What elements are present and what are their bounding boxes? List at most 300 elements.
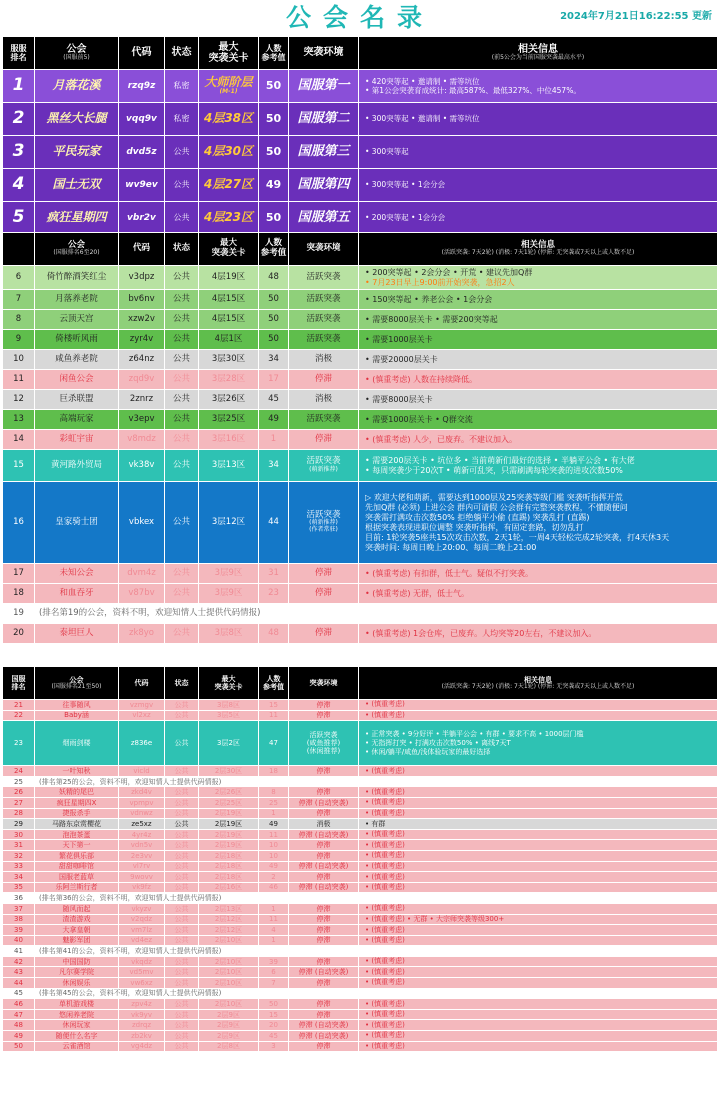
guild-name: 一叶知秋 — [35, 766, 119, 777]
info-line: • (慎重考虑) — [365, 840, 405, 849]
raid-env: 停滞 — [289, 1041, 359, 1052]
raid-env: 国服第五 — [289, 202, 359, 235]
guild-info — [359, 978, 718, 989]
guild-row[interactable] — [3, 999, 718, 1010]
max-level — [199, 103, 259, 136]
rank-number: 28 — [3, 808, 35, 819]
guild-status: 公共 — [165, 1009, 199, 1020]
guild-info — [359, 721, 718, 766]
info-line: • (慎重考虑) — [365, 830, 405, 839]
info-line: • 需要1000层关卡 • Q群交流 — [365, 414, 473, 424]
guild-status: 公共 — [165, 872, 199, 883]
low-table — [2, 666, 718, 1052]
guild-row[interactable] — [3, 850, 718, 861]
raid-env-sub: (萌新推荐) — [309, 465, 338, 473]
guild-status: 私密 — [165, 70, 199, 103]
raid-env: 停滞 — [289, 840, 359, 851]
guild-name: 休闲娱乐 — [35, 978, 119, 989]
guild-status: 公共 — [165, 925, 199, 936]
max-level — [199, 169, 259, 202]
max-level: 2层19区 — [199, 819, 259, 830]
raid-env — [289, 330, 359, 350]
guild-code: z836e — [119, 721, 165, 766]
guild-status: 私密 — [165, 103, 199, 136]
guild-row[interactable] — [3, 893, 718, 904]
info-line: • (慎重考虑) • 无群 • 大宗师突袭等级300+ — [365, 914, 505, 923]
rank-number: 7 — [3, 290, 35, 310]
guild-status: 公共 — [165, 978, 199, 989]
raid-env: 停滞 (自动突袭) — [289, 1031, 359, 1042]
info-line: • (慎重考虑) — [365, 1020, 405, 1029]
guild-row[interactable] — [3, 700, 718, 711]
guild-name: 休闲玩家 — [35, 1020, 119, 1031]
guild-code: vkyzv — [119, 903, 165, 914]
raid-env: 国服第二 — [289, 103, 359, 136]
raid-env: 停滞 — [289, 808, 359, 819]
guild-name: 泰坦巨人 — [35, 624, 119, 644]
guild-info — [359, 390, 718, 410]
rank-number: 3 — [3, 136, 35, 169]
guild-row[interactable] — [3, 604, 718, 624]
guild-row[interactable] — [3, 390, 718, 410]
max-level: 2层9区 — [199, 1020, 259, 1031]
col-name-label: 公会 — [69, 675, 84, 684]
guild-code: vk9fz — [119, 882, 165, 893]
guild-status: 公共 — [165, 290, 199, 310]
raid-env: 停滞 — [289, 1009, 359, 1020]
guild-name: 甜甜咖啡馆 — [35, 861, 119, 872]
rank-number: 35 — [3, 882, 35, 893]
max-level: 3层26区 — [199, 390, 259, 410]
info-line: • (慎重考虑) — [365, 851, 405, 860]
info-line: 目前: 1轮突袭5座共15次攻击次数，2天1轮，一周4天轻松完成2轮突袭，打4天休3天 — [365, 532, 670, 542]
guild-code: vbr2v — [119, 202, 165, 235]
guild-name: 彩虹宇宙 — [35, 430, 119, 450]
guild-row[interactable] — [3, 967, 718, 978]
guild-row[interactable] — [3, 430, 718, 450]
top-guild-row[interactable] — [3, 136, 718, 169]
guild-code: vbkex — [119, 482, 165, 564]
info-line: • 需要1000层关卡 — [365, 334, 433, 344]
guild-row[interactable] — [3, 410, 718, 430]
mid-table — [2, 232, 718, 644]
guild-info — [359, 266, 718, 290]
member-count: 10 — [259, 840, 289, 851]
guild-name: 烟雨剑楼 — [35, 721, 119, 766]
rank-number: 9 — [3, 330, 35, 350]
unknown-guild-note: (排名第36的公会，资料不明，欢迎知情人士提供代码情报) — [35, 893, 718, 904]
rank-number: 32 — [3, 850, 35, 861]
guild-row[interactable] — [3, 330, 718, 350]
col-info — [359, 667, 718, 700]
col-code: 代码 — [119, 667, 165, 700]
member-count: 1 — [259, 935, 289, 946]
guild-row[interactable] — [3, 776, 718, 787]
info-line: • 150突等起 • 养老公会 • 1会分会 — [365, 294, 493, 304]
raid-env — [289, 410, 359, 430]
guild-row[interactable] — [3, 819, 718, 830]
guild-info — [359, 925, 718, 936]
guild-status: 公共 — [165, 787, 199, 798]
rank-number: 47 — [3, 1009, 35, 1020]
guild-code: v2qdz — [119, 914, 165, 925]
member-count: 49 — [259, 169, 289, 202]
raid-env-text: 停滞 — [314, 373, 332, 384]
rank-number: 27 — [3, 797, 35, 808]
max-level: 2层19区 — [199, 840, 259, 851]
guild-row[interactable] — [3, 978, 718, 989]
max-level: 3层12区 — [199, 482, 259, 564]
rank-number: 38 — [3, 914, 35, 925]
max-level: 3层25区 — [199, 410, 259, 430]
guild-row[interactable] — [3, 903, 718, 914]
member-count: 50 — [259, 103, 289, 136]
raid-env: 停滞 (自动突袭) — [289, 967, 359, 978]
guild-name: 月落花溪 — [35, 70, 119, 103]
guild-row[interactable] — [3, 861, 718, 872]
raid-env — [289, 310, 359, 330]
raid-env: 停滞 — [289, 978, 359, 989]
guild-row[interactable] — [3, 882, 718, 893]
max-level-text: 4层38区 — [203, 111, 254, 126]
guild-name: 月落养老院 — [35, 290, 119, 310]
col-info-label: 相关信息 — [520, 239, 555, 250]
top-guild-row[interactable] — [3, 169, 718, 202]
raid-env: 停滞 — [289, 914, 359, 925]
rank-number: 14 — [3, 430, 35, 450]
max-level: 2层9区 — [199, 1031, 259, 1042]
guild-info — [359, 330, 718, 350]
max-level: 2层12区 — [199, 925, 259, 936]
guild-code: vm7lz — [119, 925, 165, 936]
info-line: • (慎重考虑) — [365, 978, 405, 987]
info-line: • (慎重考虑) — [365, 700, 405, 709]
raid-env: 停滞 (自动突袭) — [289, 861, 359, 872]
guild-row[interactable] — [3, 310, 718, 330]
max-level: 3层8区 — [199, 624, 259, 644]
guild-name: 疯狂星期四X — [35, 797, 119, 808]
info-line: • 有群 — [365, 819, 386, 828]
guild-status: 公共 — [165, 882, 199, 893]
guild-row[interactable] — [3, 925, 718, 936]
member-count: 11 — [259, 914, 289, 925]
guild-status: 公共 — [165, 1031, 199, 1042]
info-line: • 正常突袭 • 9分好评 • 半躺平公会 • 有群 • 要求不高 • 1000层门槛 — [365, 730, 584, 739]
max-level: 3层8区 — [199, 700, 259, 711]
rank-number: 41 — [3, 946, 35, 957]
guild-code: zdrqz — [119, 1020, 165, 1031]
info-line: • 200突等起 • 2会分会 • 开荒 • 建议先加Q群 — [365, 267, 533, 277]
unknown-guild-note: (排名第25的公会，资料不明，欢迎知情人士提供代码情报) — [35, 776, 718, 787]
raid-env: 停滞 — [289, 872, 359, 883]
guild-status: 公共 — [165, 808, 199, 819]
guild-row[interactable] — [3, 1031, 718, 1042]
guild-name: 凡尔赛学院 — [35, 967, 119, 978]
guild-row[interactable] — [3, 624, 718, 644]
guild-row[interactable] — [3, 808, 718, 819]
raid-env — [289, 450, 359, 482]
guild-info — [359, 1009, 718, 1020]
raid-env: 停滞 — [289, 766, 359, 777]
info-line: • (慎重考虑) — [365, 1010, 405, 1019]
guild-code: v3epv — [119, 410, 165, 430]
guild-status: 公共 — [165, 624, 199, 644]
member-count: 1 — [259, 430, 289, 450]
guild-row[interactable] — [3, 872, 718, 883]
max-level: 3层13区 — [199, 450, 259, 482]
guild-info — [359, 840, 718, 851]
col-max: 最大 突袭关卡 — [199, 233, 259, 266]
guild-code: dvd5z — [119, 136, 165, 169]
max-level: 3层30区 — [199, 350, 259, 370]
guild-name: 随风而起 — [35, 903, 119, 914]
info-line: • (慎重考虑) — [365, 872, 405, 881]
guild-info — [359, 935, 718, 946]
max-level: 2层19区 — [199, 829, 259, 840]
info-line: • 需要200层关卡 • 坑位多 • 当前萌新们最好的选择 • 半躺平公会 • 有大佬 — [365, 455, 635, 465]
member-count: 8 — [259, 787, 289, 798]
rank-number: 8 — [3, 310, 35, 330]
member-count: 50 — [259, 202, 289, 235]
rank-number: 26 — [3, 787, 35, 798]
max-level-sub: (M-1) — [219, 88, 238, 96]
raid-env — [289, 350, 359, 370]
guild-row[interactable] — [3, 290, 718, 310]
member-count: 46 — [259, 882, 289, 893]
member-count: 45 — [259, 1031, 289, 1042]
unknown-guild-note: (排名第41的公会，资料不明，欢迎知情人士提供代码情报) — [35, 946, 718, 957]
raid-env-text: 活跃突袭 — [306, 456, 341, 467]
guild-row[interactable] — [3, 935, 718, 946]
rank-number: 12 — [3, 390, 35, 410]
member-count: 18 — [259, 766, 289, 777]
guild-name: 高端玩家 — [35, 410, 119, 430]
info-line: 先加Q群 (必须) 上进公会 群内可请假 公会群有完整突袭教程，不懂随便问 — [365, 502, 628, 512]
max-level: 2层18区 — [199, 861, 259, 872]
rank-number: 43 — [3, 967, 35, 978]
raid-env: 停滞 (自动突袭) — [289, 797, 359, 808]
raid-env: 停滞 — [289, 710, 359, 721]
member-count: 50 — [259, 310, 289, 330]
member-count: 49 — [259, 861, 289, 872]
guild-row[interactable] — [3, 584, 718, 604]
member-count: 6 — [259, 967, 289, 978]
raid-env-text: 消极 — [314, 393, 332, 404]
guild-info — [359, 430, 718, 450]
member-count: 48 — [259, 266, 289, 290]
guild-name: 繁花俱乐部 — [35, 850, 119, 861]
guild-row[interactable] — [3, 1009, 718, 1020]
guild-info — [359, 290, 718, 310]
raid-env: 停滞 — [289, 903, 359, 914]
guild-code: vzmgv — [119, 700, 165, 711]
col-status: 状态 — [165, 667, 199, 700]
max-level: 2层30区 — [199, 766, 259, 777]
guild-row[interactable] — [3, 914, 718, 925]
guild-code: xzw2v — [119, 310, 165, 330]
guild-row[interactable] — [3, 787, 718, 798]
rank-number: 40 — [3, 935, 35, 946]
guild-name: 马路东京赏樱花 — [35, 819, 119, 830]
guild-code: vg4dz — [119, 1041, 165, 1052]
info-line: • 需要20000层关卡 — [365, 354, 438, 364]
page-title: 公会名录 — [285, 3, 434, 32]
rank-number: 22 — [3, 710, 35, 721]
guild-code: rzq9z — [119, 70, 165, 103]
guild-info — [359, 967, 718, 978]
rank-number: 48 — [3, 1020, 35, 1031]
max-level: 2层8区 — [199, 1041, 259, 1052]
guild-status: 公共 — [165, 350, 199, 370]
guild-info — [359, 370, 718, 390]
member-count: 2 — [259, 872, 289, 883]
guild-code: wv9ev — [119, 169, 165, 202]
guild-info — [359, 766, 718, 777]
guild-info — [359, 999, 718, 1010]
col-rank — [3, 233, 35, 266]
guild-row[interactable] — [3, 710, 718, 721]
raid-env: 停滞 — [289, 999, 359, 1010]
member-count: 45 — [259, 390, 289, 410]
guild-name: 国服老蓝草 — [35, 872, 119, 883]
max-level: 2层16区 — [199, 882, 259, 893]
col-name-sub: (国服排名21至50) — [51, 682, 102, 690]
guild-info — [359, 70, 718, 103]
rank-number: 44 — [3, 978, 35, 989]
guild-name: 悠闲养老院 — [35, 1009, 119, 1020]
guild-status: 公共 — [165, 850, 199, 861]
col-info-sub: (活跃突袭: 7天2轮) (消极: 7天1轮) (停滞: 无突袭或7天以上或人数不足) — [441, 682, 635, 690]
info-line: • 第1公会突袭育成统计: 最高587%、最低327%、中位457%。 — [365, 86, 581, 95]
guild-row[interactable] — [3, 829, 718, 840]
guild-row[interactable] — [3, 564, 718, 584]
raid-env — [289, 584, 359, 604]
guild-status: 公共 — [165, 584, 199, 604]
guild-code: vdn5v — [119, 840, 165, 851]
guild-code: 9wovv — [119, 872, 165, 883]
info-line: ▷ 欢迎大佬和萌新，需要达到1000层及25突袭等级门槛 突袭听指挥开荒 — [365, 492, 623, 502]
info-line: • (慎重考虑) — [365, 711, 405, 720]
top5-table — [2, 36, 718, 235]
top-guild-row[interactable] — [3, 70, 718, 103]
col-people: 人数 参考值 — [259, 37, 289, 70]
guild-row[interactable] — [3, 797, 718, 808]
guild-row[interactable] — [3, 946, 718, 957]
guild-row[interactable] — [3, 956, 718, 967]
max-level: 3层28区 — [199, 370, 259, 390]
guild-row[interactable] — [3, 370, 718, 390]
col-name-sub: (国服前5) — [63, 54, 90, 62]
info-line: • 需要8000层关卡 — [365, 394, 433, 404]
rank-number: 46 — [3, 999, 35, 1010]
col-code: 代码 — [119, 37, 165, 70]
guild-name: 咸鱼养老院 — [35, 350, 119, 370]
guild-row[interactable] — [3, 766, 718, 777]
guild-code: 2znrz — [119, 390, 165, 410]
raid-env-text: 消极 — [314, 353, 332, 364]
raid-env-text: 停滞 — [314, 627, 332, 638]
guild-status: 公共 — [165, 450, 199, 482]
max-level: 4层15区 — [199, 310, 259, 330]
guild-name: 捷报杀手 — [35, 808, 119, 819]
guild-row[interactable] — [3, 1041, 718, 1052]
guild-code: zpv4z — [119, 999, 165, 1010]
info-line: • 420突等起 • 邀请制 • 需等坑位 — [365, 76, 480, 86]
max-level-text: 大师阶层 — [204, 74, 253, 89]
guild-row[interactable] — [3, 988, 718, 999]
guild-row[interactable] — [3, 450, 718, 482]
rank-number: 1 — [3, 70, 35, 103]
guild-code: vkqdz — [119, 956, 165, 967]
rank-number: 39 — [3, 925, 35, 936]
max-level: 2层18区 — [199, 872, 259, 883]
guild-info — [359, 584, 718, 604]
guild-row[interactable] — [3, 721, 718, 766]
guild-info — [359, 202, 718, 235]
guild-row[interactable] — [3, 482, 718, 564]
guild-name: 皇家骑士团 — [35, 482, 119, 564]
guild-code: vk9yv — [119, 1009, 165, 1020]
guild-name: 闲鱼公会 — [35, 370, 119, 390]
guild-row[interactable] — [3, 840, 718, 851]
guild-status: 公共 — [165, 903, 199, 914]
guild-code: zyr4v — [119, 330, 165, 350]
col-name-label: 公会 — [67, 239, 85, 250]
guild-name: 平民玩家 — [35, 136, 119, 169]
guild-code: vd4ez — [119, 935, 165, 946]
guild-info — [359, 956, 718, 967]
guild-name: 国士无双 — [35, 169, 119, 202]
guild-code: vqq9v — [119, 103, 165, 136]
info-line: • (慎重考虑) 无群，低士气。 — [365, 588, 470, 598]
guild-info — [359, 861, 718, 872]
top-guild-row[interactable] — [3, 202, 718, 235]
raid-env: 停滞 — [289, 935, 359, 946]
guild-row[interactable] — [3, 1020, 718, 1031]
rank-number: 18 — [3, 584, 35, 604]
guild-name: 天下第一 — [35, 840, 119, 851]
raid-env: 停滞 — [289, 956, 359, 967]
guild-info — [359, 1041, 718, 1052]
raid-env — [289, 370, 359, 390]
guild-row[interactable] — [3, 350, 718, 370]
guild-status: 公共 — [165, 410, 199, 430]
guild-name: 倚楼听风雨 — [35, 330, 119, 350]
guild-name: 黑丝大长腿 — [35, 103, 119, 136]
max-level: 2层13区 — [199, 903, 259, 914]
guild-name: 乐阿兰斯行者 — [35, 882, 119, 893]
guild-code: zkd4v — [119, 787, 165, 798]
header-row — [3, 233, 718, 266]
guild-name: 巨杀联盟 — [35, 390, 119, 410]
col-name — [35, 37, 119, 70]
guild-row[interactable] — [3, 266, 718, 290]
guild-status: 公共 — [165, 935, 199, 946]
guild-code: zk8yo — [119, 624, 165, 644]
max-level: 3层2区 — [199, 721, 259, 766]
guild-name: 云顶天宫 — [35, 310, 119, 330]
top-guild-row[interactable] — [3, 103, 718, 136]
col-info — [359, 37, 718, 70]
info-line: • 每周突袭少于20次T • 萌新可乱突，只需刷满每轮突袭的进攻次数50% — [365, 465, 623, 475]
guild-code: ze5xz — [119, 819, 165, 830]
max-level: 2层12区 — [199, 914, 259, 925]
rank-number: 25 — [3, 776, 35, 787]
guild-info — [359, 808, 718, 819]
col-max: 最大 突袭关卡 — [199, 37, 259, 70]
max-level: 2层10区 — [199, 967, 259, 978]
member-count: 25 — [259, 797, 289, 808]
